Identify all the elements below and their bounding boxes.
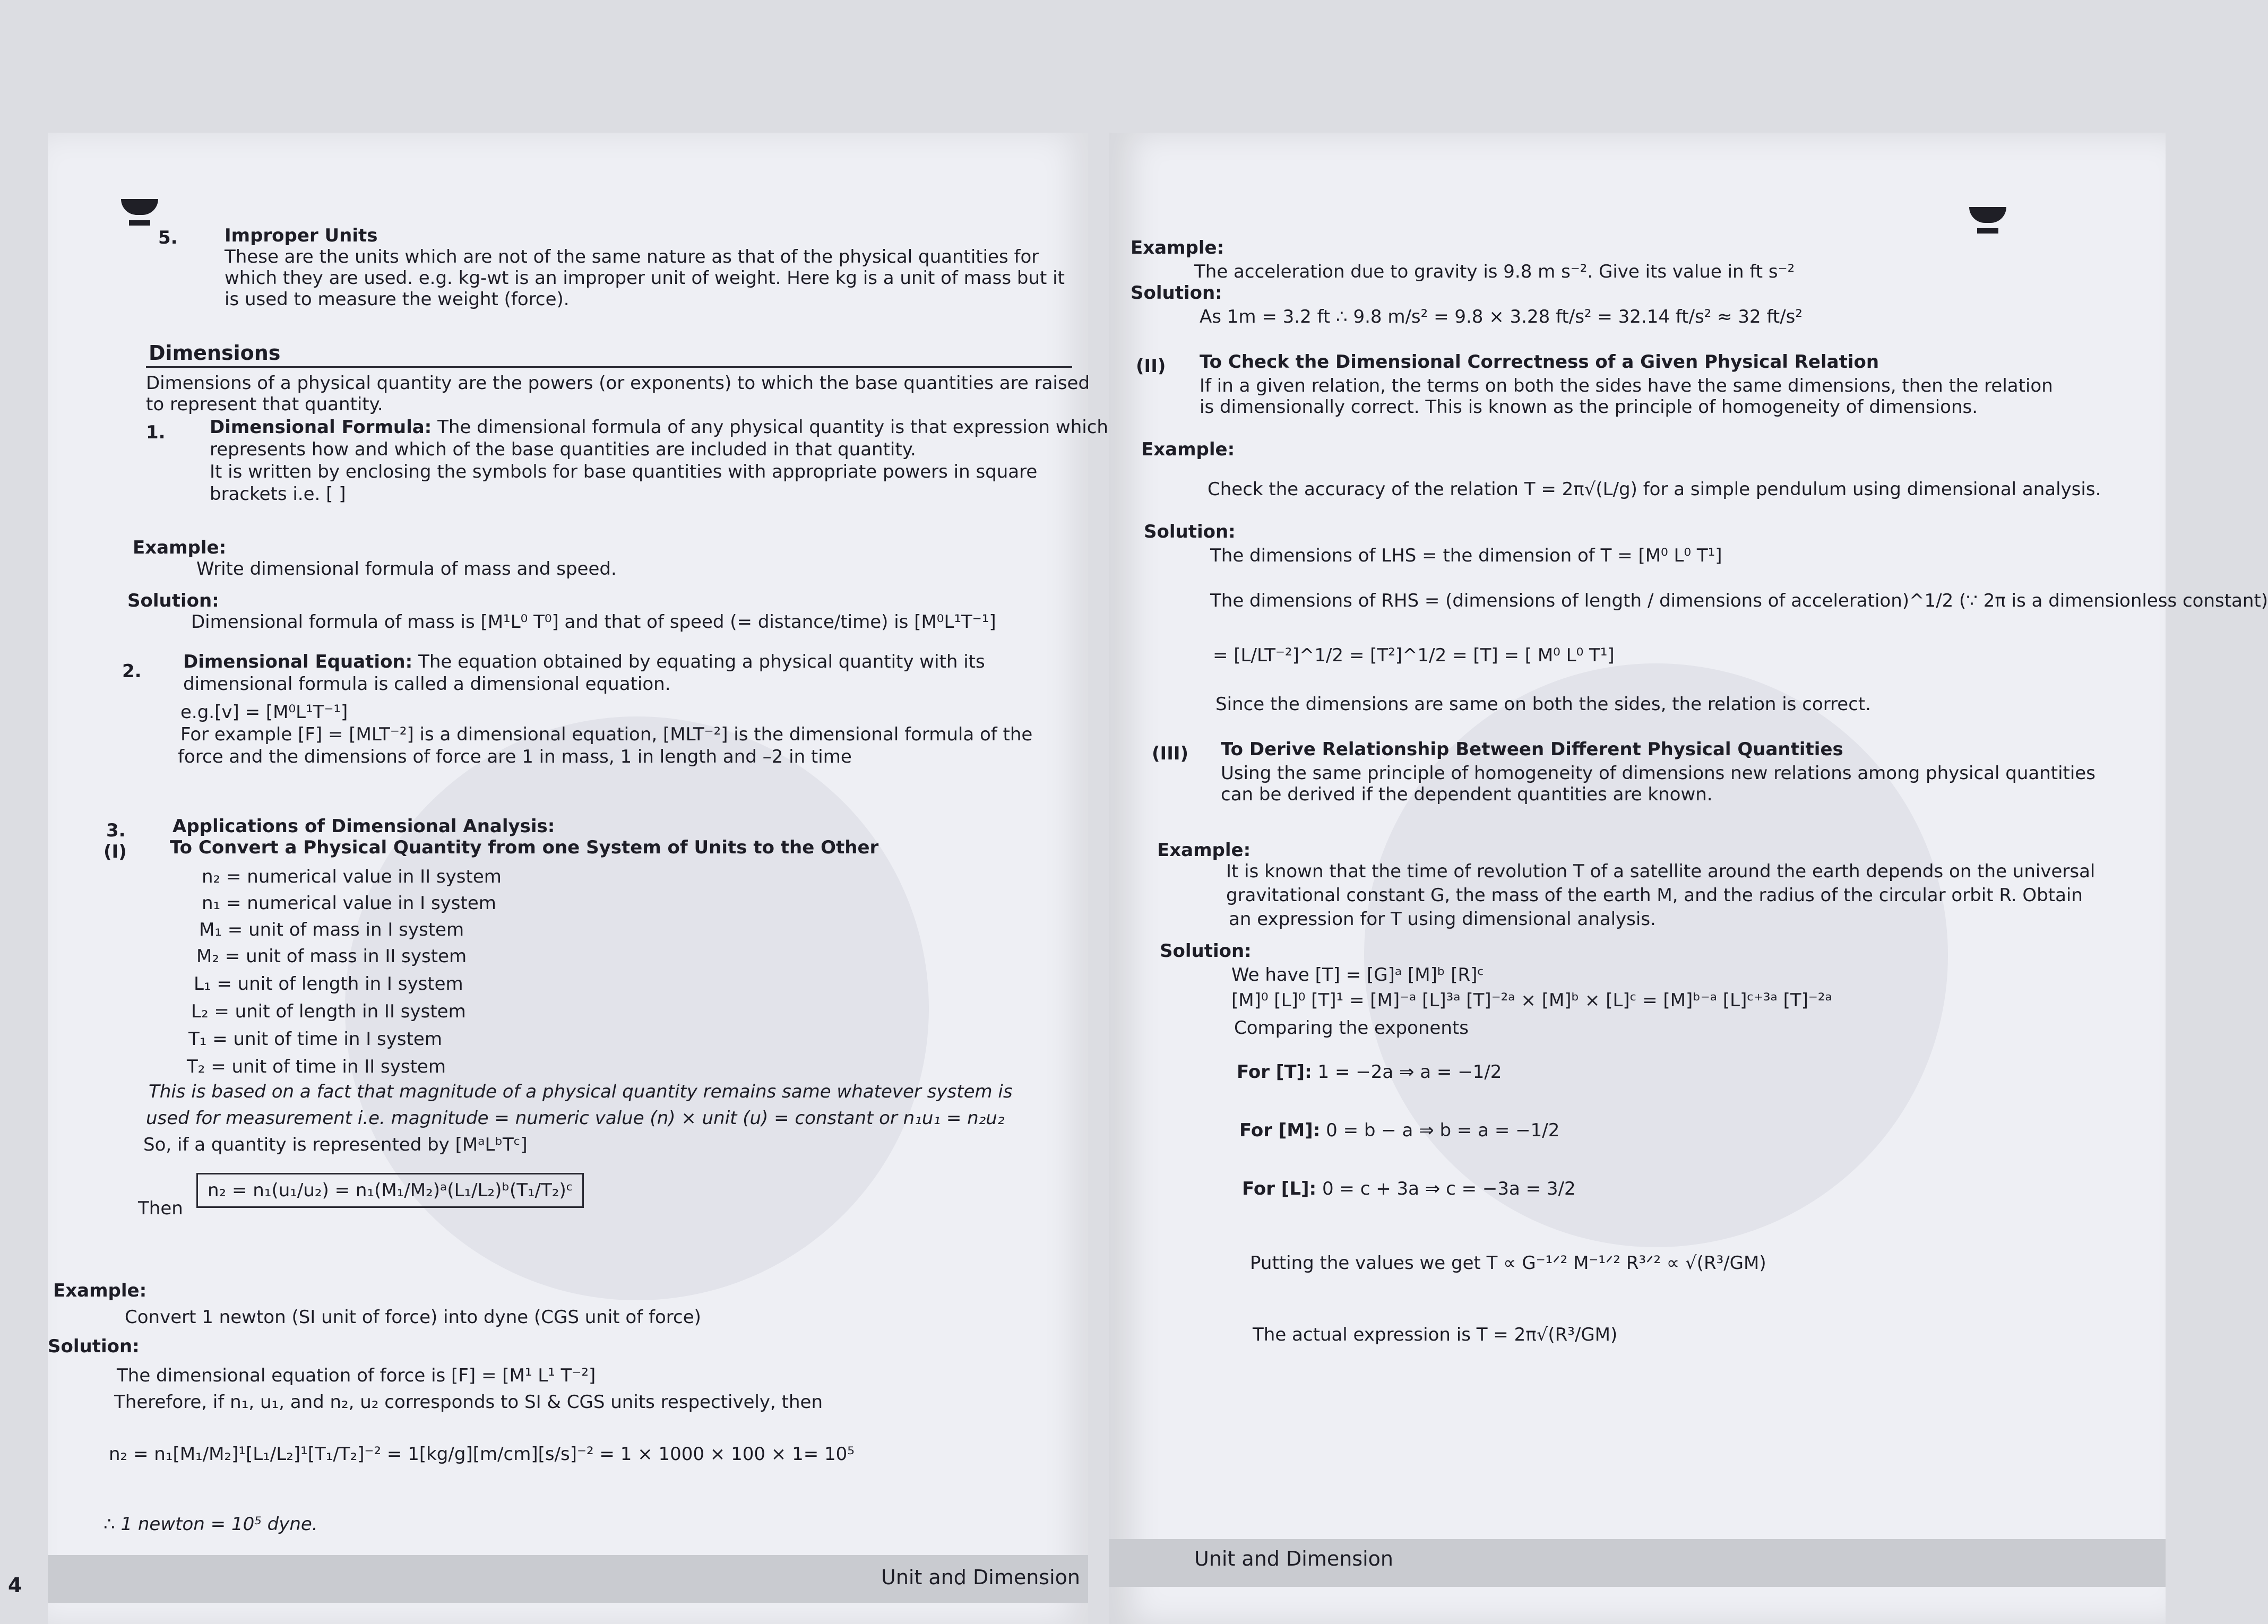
solution-label: Solution: [1131, 282, 1222, 304]
dimensional-formula-para: Dimensional Formula: The dimensional formula of any physical quantity is that expression which [210, 417, 1108, 438]
solution-line: Comparing the exponents [1234, 1017, 1469, 1039]
example-line: It is known that the time of revolution T of a satellite around the earth depends on the universal [1226, 861, 2095, 882]
example-text: The acceleration due to gravity is 9.8 m s⁻². Give its value in ft s⁻² [1194, 261, 1795, 282]
solution-line: Since the dimensions are same on both the sides, the relation is correct. [1215, 694, 1872, 715]
exponent-row-M: For [M]: 0 = b − a ⇒ b = a = −1/2 [1239, 1120, 1560, 1141]
paragraph-line: dimensional formula is called a dimensional equation. [183, 673, 671, 695]
example-label: Example: [1141, 439, 1235, 460]
paragraph-line: which they are used. e.g. kg-wt is an improper unit of weight. Here kg is a unit of mass but it [225, 267, 1065, 289]
brand-logo-icon [1969, 207, 2006, 223]
paragraph-line: is used to measure the weight (force). [225, 289, 570, 310]
paragraph-line: If in a given relation, the terms on both the sides have the same dimensions, then the relation [1200, 375, 2053, 396]
right-page [1109, 133, 2268, 1624]
sub-item-number: (III) [1152, 743, 1189, 764]
solution-line: We have [T] = [G]ᵃ [M]ᵇ [R]ᶜ [1231, 964, 1484, 986]
paragraph-line: force and the dimensions of force are 1 in mass, 1 in length and –2 in time [178, 746, 852, 767]
solution-text: As 1m = 3.2 ft ∴ 9.8 m/s² = 9.8 × 3.28 ft/s² = 32.14 ft/s² ≈ 32 ft/s² [1200, 306, 1803, 327]
page-number: 4 [8, 1574, 22, 1597]
exponent-row-L: For [L]: 0 = c + 3a ⇒ c = −3a = 3/2 [1242, 1178, 1576, 1199]
definition-line: L₂ = unit of length in II system [191, 1001, 466, 1022]
exponent-row-T: For [T]: 1 = −2a ⇒ a = −1/2 [1237, 1061, 1502, 1083]
example-label: Example: [1157, 840, 1251, 861]
sub-item-title: To Convert a Physical Quantity from one System of Units to the Other [170, 837, 879, 858]
solution-line: The dimensional equation of force is [F] = [M¹ L¹ T⁻²] [117, 1365, 596, 1386]
item-number: 2. [122, 661, 142, 682]
paragraph-line: For example [F] = [MLT⁻²] is a dimensional equation, [MLT⁻²] is the dimensional formula of the [180, 724, 1033, 745]
sub-item-title: To Check the Dimensional Correctness of a Given Physical Relation [1200, 351, 1879, 373]
boxed-conversion-formula: n₂ = n₁(u₁/u₂) = n₁(M₁/M₂)ᵃ(L₁/L₂)ᵇ(T₁/T₂)ᶜ [196, 1173, 584, 1208]
sub-item-number: (II) [1136, 356, 1166, 377]
paragraph-line: These are the units which are not of the same nature as that of the physical quantities for [225, 246, 1039, 267]
sub-item-number: (I) [104, 841, 127, 862]
footer-title: Unit and Dimension [881, 1566, 1080, 1589]
solution-text: Dimensional formula of mass is [M¹L⁰ T⁰] and that of speed (= distance/time) is [M⁰L¹T⁻¹] [191, 611, 996, 633]
heading-divider [146, 366, 1072, 368]
conclusion-text: ∴ 1 newton = 10⁵ dyne. [104, 1514, 318, 1535]
dimensional-equation-para: Dimensional Equation: The equation obtained by equating a physical quantity with its [183, 651, 985, 672]
paragraph-line: is dimensionally correct. This is known as the principle of homogeneity of dimensions. [1200, 396, 1978, 418]
paragraph-line: It is written by enclosing the symbols for base quantities with appropriate powers in square [210, 461, 1038, 482]
left-page [8, 133, 1108, 1624]
paragraph-line: e.g.[v] = [M⁰L¹T⁻¹] [180, 702, 348, 723]
example-label: Example: [53, 1280, 147, 1301]
putting-values-line: Putting the values we get T ∝ G⁻¹ᐟ² M⁻¹ᐟ² R³ᐟ² ∝ √(R³/GM) [1250, 1252, 1766, 1274]
footer-title: Unit and Dimension [1194, 1547, 1393, 1570]
example-text: Write dimensional formula of mass and speed. [196, 558, 617, 580]
paragraph-line: Dimensions of a physical quantity are the powers (or exponents) to which the base quantities are raised [146, 373, 1090, 394]
solution-line: The dimensions of LHS = the dimension of T = [M⁰ L⁰ T¹] [1210, 545, 1722, 566]
section-title: Improper Units [225, 225, 378, 246]
paragraph-line: So, if a quantity is represented by [MᵃLᵇTᶜ] [143, 1134, 528, 1155]
solution-formula: = [L/LT⁻²]^1/2 = [T²]^1/2 = [T] = [ M⁰ L⁰ T¹] [1213, 645, 1615, 666]
definition-line: M₁ = unit of mass in I system [199, 919, 464, 940]
solution-label: Solution: [127, 590, 219, 611]
example-line: an expression for T using dimensional analysis. [1229, 909, 1656, 930]
solution-line: Therefore, if n₁, u₁, and n₂, u₂ corresponds to SI & CGS units respectively, then [114, 1392, 823, 1413]
heading-dimensions: Dimensions [149, 341, 281, 365]
solution-line: The dimensions of RHS = (dimensions of length / dimensions of acceleration)^1/2 (∵ 2π is a dimensionless constant) [1210, 590, 2268, 611]
definition-line: n₁ = numerical value in I system [202, 893, 496, 914]
brand-logo-icon [121, 199, 158, 215]
solution-label: Solution: [1144, 521, 1236, 542]
section-number: 5. [158, 227, 178, 248]
item-number: 3. [106, 820, 126, 841]
example-label: Example: [133, 537, 227, 558]
example-line: gravitational constant G, the mass of the earth M, and the radius of the circular orbit R. Obtain [1226, 885, 2083, 906]
definition-line: n₂ = numerical value in II system [202, 866, 502, 887]
paragraph-line: used for measurement i.e. magnitude = numeric value (n) × unit (u) = constant or n₁u₁ = n₂u₂ [146, 1108, 1005, 1129]
then-label: Then [138, 1198, 183, 1219]
solution-label: Solution: [48, 1336, 140, 1357]
paragraph-line: represents how and which of the base quantities are included in that quantity. [210, 439, 916, 460]
definition-line: T₁ = unit of time in I system [188, 1029, 442, 1050]
item-number: 1. [146, 422, 166, 443]
example-text: Check the accuracy of the relation T = 2π√(L/g) for a simple pendulum using dimensional analysis. [1208, 479, 2101, 500]
actual-expression-line: The actual expression is T = 2π√(R³/GM) [1253, 1324, 1618, 1345]
solution-label: Solution: [1160, 940, 1252, 962]
paragraph-line: to represent that quantity. [146, 394, 383, 415]
paragraph-line: Using the same principle of homogeneity of dimensions new relations among physical quantities [1221, 763, 2095, 784]
sub-item-title: To Derive Relationship Between Different Physical Quantities [1221, 739, 1843, 760]
applications-title: Applications of Dimensional Analysis: [173, 816, 555, 837]
paragraph-line: brackets i.e. [ ] [210, 483, 346, 505]
definition-line: L₁ = unit of length in I system [194, 973, 463, 995]
solution-formula: [M]⁰ [L]⁰ [T]¹ = [M]⁻ᵃ [L]³ᵃ [T]⁻²ᵃ × [M]ᵇ × [L]ᶜ = [M]ᵇ⁻ᵃ [L]ᶜ⁺³ᵃ [T]⁻²ᵃ [1231, 990, 1832, 1011]
paragraph-line: This is based on a fact that magnitude of a physical quantity remains same whatever system is [149, 1081, 1013, 1102]
definition-line: T₂ = unit of time in II system [187, 1056, 446, 1077]
paragraph-line: can be derived if the dependent quantities are known. [1221, 784, 1713, 805]
conversion-formula: n₂ = n₁[M₁/M₂]¹[L₁/L₂]¹[T₁/T₂]⁻² = 1[kg/g][m/cm][s/s]⁻² = 1 × 1000 × 100 × 1= 10⁵ [109, 1444, 855, 1465]
example-label: Example: [1131, 237, 1224, 258]
definition-line: M₂ = unit of mass in II system [196, 946, 467, 967]
example-text: Convert 1 newton (SI unit of force) into dyne (CGS unit of force) [125, 1307, 701, 1328]
